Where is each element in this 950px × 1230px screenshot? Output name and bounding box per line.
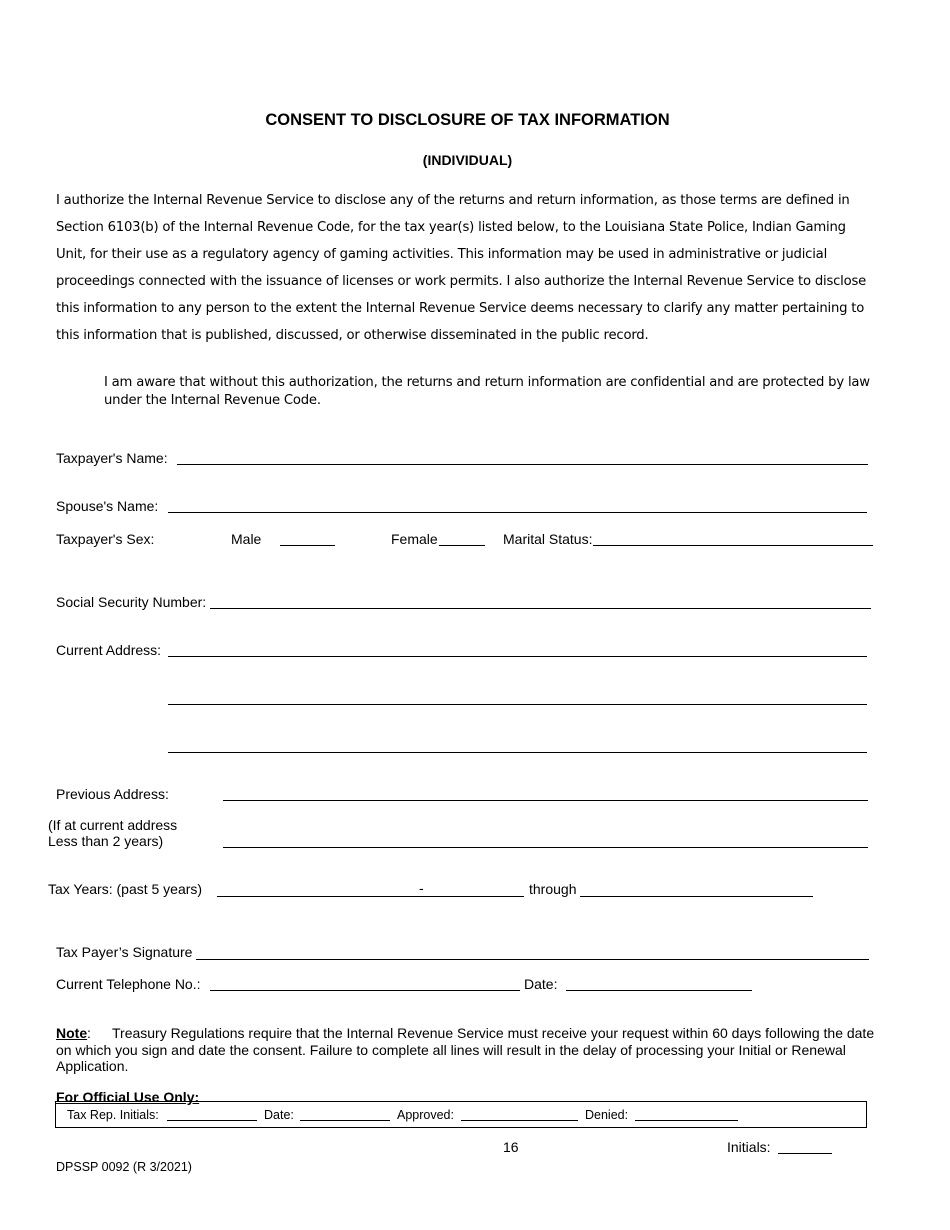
initials-label: Initials: [727,1139,771,1155]
current-address-field-1[interactable] [168,656,867,657]
previous-address-note: Less than 2 years) [48,833,164,849]
note-label: Note [56,1025,88,1041]
note-text-line: Treasury Regulations require that the Internal Revenue Service must receive your request within 60 days following the date [112,1025,875,1041]
previous-address-field-2[interactable] [223,847,868,848]
authorization-line: this information to any person to the extent the Internal Revenue Service deems necessary to clarify any matter pertaining to [56,301,865,316]
approved-label: Approved: [397,1108,454,1122]
official-use-box [55,1101,867,1128]
current-address-label: Current Address: [56,642,162,658]
page-subtitle: (INDIVIDUAL) [422,152,513,168]
previous-address-label: Previous Address: [56,786,169,802]
current-address-field-3[interactable] [168,752,867,753]
marital-status-field[interactable] [593,545,873,546]
awareness-line: under the Internal Revenue Code. [104,393,321,408]
date-field[interactable] [566,990,752,991]
initials-field[interactable] [778,1153,832,1154]
female-field[interactable] [439,545,485,546]
previous-address-field-1[interactable] [223,800,868,801]
official-date-field[interactable] [300,1120,390,1121]
current-address-field-2[interactable] [168,704,867,705]
through-label: through [529,881,577,897]
date-label: Date: [524,976,558,992]
note-text-line: on which you sign and date the consent. Failure to complete all lines will result in the delay of processing your Initial or Renewal [56,1042,846,1058]
telephone-field[interactable] [210,990,520,991]
taxpayer-sex-label: Taxpayer's Sex: [56,531,155,547]
authorization-line: this information that is published, discussed, or otherwise disseminated in the public record. [56,328,649,343]
form-id: DPSSP 0092 (R 3/2021) [56,1160,192,1174]
denied-label: Denied: [585,1108,629,1122]
telephone-label: Current Telephone No.: [56,976,201,992]
official-use-heading: For Official Use Only: [56,1089,200,1105]
tax-years-through-field[interactable] [580,896,813,897]
ssn-label: Social Security Number: [56,594,207,610]
marital-status-label: Marital Status: [503,531,593,547]
authorization-line: Section 6103(b) of the Internal Revenue Code, for the tax year(s) listed below, to the Louisiana State Police, Indian Gaming [56,220,846,235]
female-label: Female [391,531,438,547]
approved-field[interactable] [461,1120,578,1121]
authorization-line: proceedings connected with the issuance of licenses or work permits. I also authorize the Internal Revenue Service to disclose [56,274,867,289]
tax-years-from-field[interactable] [217,896,524,897]
authorization-line: Unit, for their use as a regulatory agency of gaming activities. This information may be used in administrative or judicial [56,247,828,262]
male-label: Male [231,531,262,547]
authorization-line: I authorize the Internal Revenue Service to disclose any of the returns and return information, as those terms are defined in [56,193,850,208]
tax-rep-initials-label: Tax Rep. Initials: [67,1108,159,1122]
denied-field[interactable] [635,1120,738,1121]
awareness-line: I am aware that without this authorization, the returns and return information are confidential and are protected by law [104,375,870,390]
note-text-line: Application. [56,1058,129,1074]
tax-years-dash: - [419,880,424,896]
note-colon: : [87,1025,91,1041]
spouse-name-field[interactable] [168,512,867,513]
official-date-label: Date: [264,1108,294,1122]
signature-field[interactable] [196,959,869,960]
tax-rep-initials-field[interactable] [167,1120,257,1121]
taxpayer-name-label: Taxpayer's Name: [56,450,168,466]
previous-address-note: (If at current address [48,817,178,833]
ssn-field[interactable] [210,608,871,609]
page-number: 16 [503,1139,519,1155]
tax-years-label: Tax Years: (past 5 years) [48,881,203,897]
spouse-name-label: Spouse's Name: [56,498,159,514]
page-title: CONSENT TO DISCLOSURE OF TAX INFORMATION [265,111,670,129]
taxpayer-name-field[interactable] [177,464,868,465]
male-field[interactable] [280,545,335,546]
signature-label: Tax Payer’s Signature [56,944,193,960]
